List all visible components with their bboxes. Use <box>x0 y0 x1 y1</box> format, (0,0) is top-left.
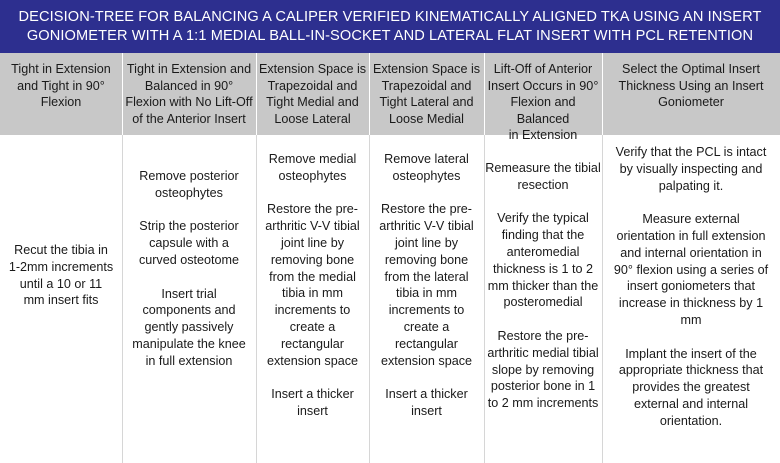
header-line: Tight in Extension <box>11 62 111 76</box>
body-line: rectangular <box>394 336 458 351</box>
header-cell-1 <box>0 61 122 111</box>
header-line: Goniometer <box>658 95 724 109</box>
body-line: joint line by <box>280 235 344 250</box>
title-line-1: DECISION-TREE FOR BALANCING A CALIPER VERIFIED KINEMATICALLY ALIGNED TKA USING AN INSERT <box>18 8 762 25</box>
body-line: Restore the pre- <box>497 328 589 343</box>
body-line: Restore the pre- <box>381 202 472 217</box>
body-line: finding that the <box>501 228 585 243</box>
body-line: posterior bone in 1 <box>490 379 596 394</box>
body-line: removing bone <box>270 252 355 267</box>
header-line: Balanced in 90° <box>144 78 234 93</box>
header-line: Tight Lateral and <box>379 95 474 109</box>
body-line: and internal orientation in <box>620 245 762 260</box>
body-paragraph <box>122 218 256 268</box>
body-line: tibia in mm <box>396 286 457 301</box>
body-line: provides the greatest <box>632 380 750 395</box>
body-paragraph <box>369 151 484 185</box>
body-paragraph <box>122 286 256 370</box>
body-line: osteophytes <box>155 185 223 200</box>
header-line: Trapezoidal and <box>267 78 358 93</box>
header-line: Tight in Extension and <box>126 62 252 76</box>
body-line: extension space <box>380 353 473 368</box>
header-cell-5 <box>484 61 602 144</box>
body-line: Implant the insert of the <box>625 346 757 361</box>
body-paragraph <box>369 386 484 420</box>
body-line: external and internal <box>633 396 749 411</box>
header-line: of the Anterior Insert <box>132 111 246 126</box>
body-divider <box>256 135 257 463</box>
header-line: Loose Lateral <box>274 111 351 126</box>
header-line: Select the Optimal Insert <box>622 62 760 76</box>
body-line: Verify that the PCL is intact <box>615 145 767 159</box>
body-line: arthritic V-V tibial <box>265 219 360 234</box>
body-line: Insert a thicker <box>385 387 468 402</box>
body-line: in full extension <box>145 353 233 368</box>
body-line: mm thicker than the <box>487 278 599 293</box>
body-paragraph <box>256 386 369 420</box>
body-line: curved osteotome <box>138 252 240 267</box>
body-line: arthritic medial tibial <box>487 345 599 360</box>
header-line: in Extension <box>508 128 578 142</box>
body-cell-6 <box>602 144 780 430</box>
body-line: 90° flexion using a series of <box>613 262 769 277</box>
body-cell-1 <box>0 242 122 309</box>
header-line: Extension Space is <box>258 62 367 76</box>
header-line: Tight Medial and <box>266 95 359 109</box>
body-line: from the medial <box>269 269 356 284</box>
body-paragraph <box>484 328 602 412</box>
body-line: create a <box>289 319 336 334</box>
body-line: palpating it. <box>658 178 724 193</box>
body-line: Restore the pre- <box>267 202 358 217</box>
body-line: Insert a thicker <box>271 387 354 402</box>
body-line: Remeasure the tibial <box>485 161 601 175</box>
body-cell-2 <box>122 168 256 370</box>
body-line: Measure external <box>642 212 740 227</box>
header-line: Thickness Using an Insert <box>618 78 764 93</box>
body-line: increase in thickness by 1 <box>618 296 764 311</box>
body-line: components and <box>142 303 236 318</box>
body-line: orientation in full extension <box>616 228 766 243</box>
body-line: insert goniometers that <box>626 279 756 294</box>
body-line: extension space <box>266 353 359 368</box>
body-divider <box>602 135 603 463</box>
body-paragraph <box>0 242 122 309</box>
body-paragraph <box>484 210 602 311</box>
body-paragraph <box>484 160 602 194</box>
body-line: increments to <box>388 303 465 318</box>
body-line: rectangular <box>280 336 344 351</box>
body-divider <box>122 135 123 463</box>
figure-title <box>0 0 780 53</box>
header-line: Flexion with No Lift-Off <box>125 95 253 109</box>
header-line: Loose Medial <box>389 111 464 126</box>
body-line: anteromedial <box>506 244 580 259</box>
body-paragraph <box>256 151 369 185</box>
body-line: from the lateral <box>384 269 469 284</box>
body-line: resection <box>517 177 569 192</box>
header-cell-3 <box>256 61 369 127</box>
body-line: mm <box>680 312 702 327</box>
body-line: insert <box>411 403 442 418</box>
body-cell-5 <box>484 160 602 412</box>
body-line: mm insert fits <box>23 293 99 308</box>
header-line: and Tight in 90° <box>17 78 105 93</box>
body-cell-4 <box>369 151 484 420</box>
body-line: create a <box>403 319 450 334</box>
title-line-2: GONIOMETER WITH A 1:1 MEDIAL BALL-IN-SOCKET AND LATERAL FLAT INSERT WITH PCL RETENTION <box>26 27 754 44</box>
body-paragraph <box>122 168 256 202</box>
header-line: Trapezoidal and <box>381 78 472 93</box>
body-line: Remove posterior <box>139 169 239 183</box>
body-line: Remove medial <box>268 152 357 166</box>
body-line: appropriate thickness that <box>618 363 764 378</box>
body-line: gently passively <box>144 320 234 335</box>
header-line: Extension Space is <box>372 62 481 76</box>
header-line: Insert Occurs in 90° <box>487 78 599 93</box>
body-divider <box>484 135 485 463</box>
body-paragraph <box>602 144 780 194</box>
body-line: joint line by <box>394 235 458 250</box>
body-line: 1-2mm increments <box>8 259 114 274</box>
body-line: Recut the tibia in <box>14 243 108 257</box>
body-paragraph <box>256 201 369 369</box>
body-line: until a 10 or 11 <box>19 276 103 291</box>
body-line: increments to <box>274 303 351 318</box>
body-paragraph <box>602 211 780 329</box>
body-line: osteophytes <box>278 168 347 183</box>
body-line: Strip the posterior <box>139 219 239 234</box>
header-line: Lift-Off of Anterior <box>493 62 593 76</box>
header-cell-2 <box>122 61 256 127</box>
header-cell-6 <box>602 61 780 111</box>
body-line: osteophytes <box>392 168 461 183</box>
body-line: removing bone <box>384 252 469 267</box>
header-line: Flexion and Balanced <box>510 95 576 126</box>
body-line: arthritic V-V tibial <box>379 219 474 234</box>
body-cell-3 <box>256 151 369 420</box>
header-line: Flexion <box>40 95 82 109</box>
body-line: insert <box>297 403 328 418</box>
body-line: Insert trial <box>161 286 217 301</box>
body-line: tibia in mm <box>282 286 343 301</box>
body-line: capsule with a <box>149 236 229 251</box>
body-line: slope by removing <box>491 362 595 377</box>
body-line: to 2 mm increments <box>487 396 599 411</box>
body-divider <box>369 135 370 463</box>
body-paragraph <box>369 201 484 369</box>
body-line: manipulate the knee <box>132 336 246 351</box>
header-cell-4 <box>369 61 484 127</box>
body-line: Remove lateral <box>384 152 469 166</box>
body-line: orientation. <box>659 413 723 428</box>
body-paragraph <box>602 346 780 430</box>
body-line: posteromedial <box>503 295 583 310</box>
body-line: thickness is 1 to 2 <box>492 261 594 276</box>
body-line: Verify the typical <box>497 211 589 226</box>
body-line: by visually inspecting and <box>619 161 763 176</box>
